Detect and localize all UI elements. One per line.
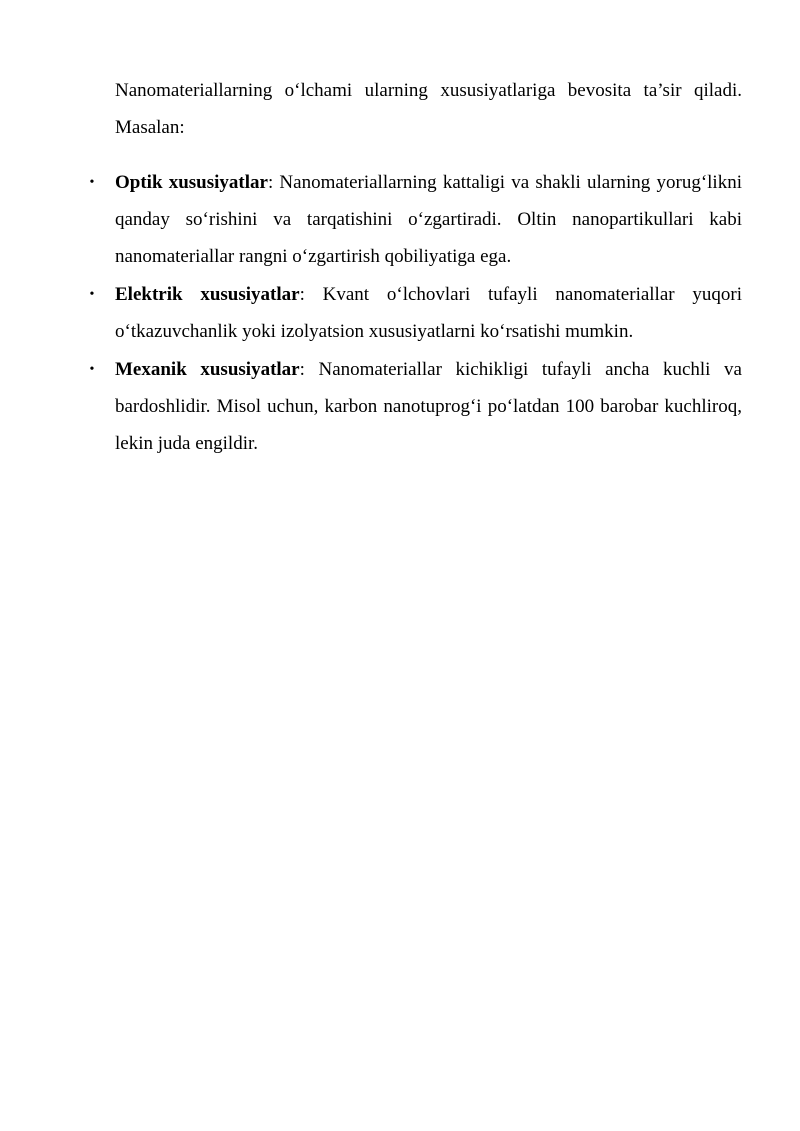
description-electrical: : Kvant o‘lchovlari tufayli nanomateriallar yuqori o‘tkazuvchanlik yoki izolyatsion xususiyatlarni ko‘rsatishi mumkin. [115, 284, 742, 342]
term-mechanical: Mexanik xususiyatlar [115, 359, 300, 380]
bullet-icon: • [89, 287, 95, 302]
list-item-optical [0, 164, 742, 275]
bullet-icon: • [89, 175, 95, 190]
list-item-mechanical [0, 351, 742, 462]
properties-list [0, 164, 800, 463]
intro-paragraph: Nanomateriallarning o‘lchami ularning xususiyatlariga bevosita ta’sir qiladi. Masalan: [115, 80, 742, 138]
term-optical: Optik xususiyatlar [115, 172, 268, 193]
term-electrical: Elektrik xususiyatlar [115, 284, 300, 305]
list-item-electrical [0, 276, 742, 350]
bullet-icon: • [89, 362, 95, 377]
description-mechanical: : Nanomateriallar kichikligi tufayli ancha kuchli va bardoshlidir. Misol uchun, karbon nanotuprog‘i po‘latdan 100 barobar kuchliroq, lekin juda engildir. [115, 359, 742, 454]
description-optical: : Nanomateriallarning kattaligi va shakli ularning yorug‘likni qanday so‘rishini va tarqatishini o‘zgartiradi. Oltin nanopartikullari kabi nanomateriallar rangni o‘zgartirish qobiliyatiga ega. [115, 172, 742, 267]
